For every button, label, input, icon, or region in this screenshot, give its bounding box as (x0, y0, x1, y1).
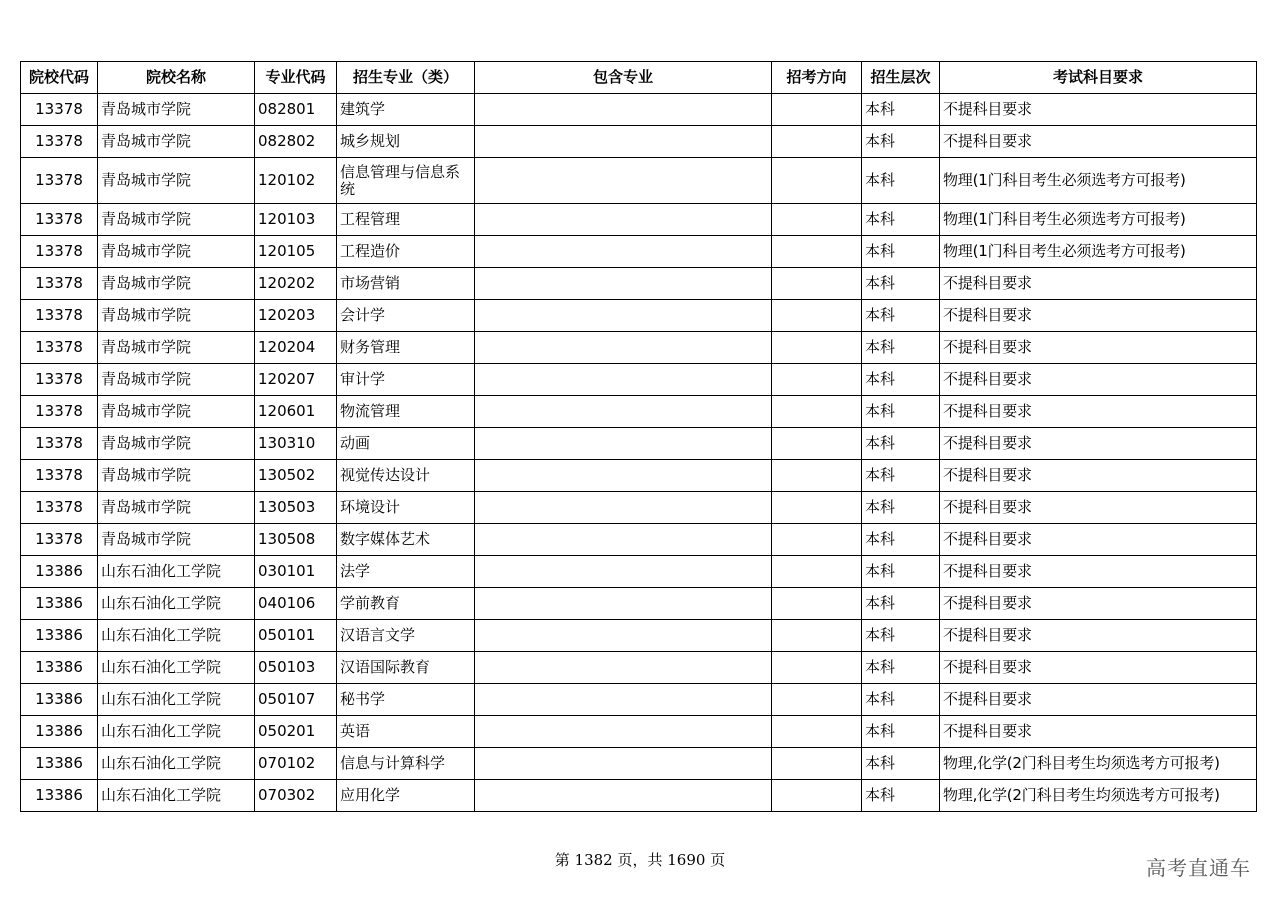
cell-school-code: 13378 (21, 460, 98, 492)
cell-direction (772, 204, 862, 236)
cell-level: 本科 (862, 236, 940, 268)
table-row (21, 126, 1257, 158)
cell-level: 本科 (862, 428, 940, 460)
cell-school-name: 青岛城市学院 (98, 268, 255, 300)
cell-school-code: 13378 (21, 396, 98, 428)
cell-included-majors (475, 524, 772, 556)
cell-subject-requirement: 不提科目要求 (940, 652, 1257, 684)
cell-school-name: 青岛城市学院 (98, 428, 255, 460)
cell-level: 本科 (862, 396, 940, 428)
cell-school-name: 青岛城市学院 (98, 126, 255, 158)
table-row (21, 300, 1257, 332)
cell-subject-requirement: 物理(1门科目考生必须选考方可报考) (940, 158, 1257, 204)
cell-direction (772, 588, 862, 620)
cell-direction (772, 428, 862, 460)
table-row (21, 364, 1257, 396)
cell-major-code: 050103 (255, 652, 337, 684)
cell-subject-requirement: 不提科目要求 (940, 300, 1257, 332)
cell-school-code: 13386 (21, 652, 98, 684)
cell-direction (772, 620, 862, 652)
cell-subject-requirement: 不提科目要求 (940, 684, 1257, 716)
cell-major: 财务管理 (337, 332, 475, 364)
enrollment-table (20, 61, 1257, 812)
cell-subject-requirement: 不提科目要求 (940, 126, 1257, 158)
cell-included-majors (475, 332, 772, 364)
cell-subject-requirement: 物理(1门科目考生必须选考方可报考) (940, 204, 1257, 236)
cell-school-code: 13378 (21, 204, 98, 236)
cell-major: 应用化学 (337, 780, 475, 812)
cell-major-code: 082801 (255, 94, 337, 126)
cell-direction (772, 126, 862, 158)
cell-major-code: 030101 (255, 556, 337, 588)
cell-direction (772, 652, 862, 684)
cell-direction (772, 396, 862, 428)
cell-direction (772, 492, 862, 524)
cell-included-majors (475, 428, 772, 460)
cell-major: 环境设计 (337, 492, 475, 524)
cell-level: 本科 (862, 588, 940, 620)
cell-included-majors (475, 748, 772, 780)
cell-included-majors (475, 556, 772, 588)
cell-major-code: 082802 (255, 126, 337, 158)
cell-included-majors (475, 94, 772, 126)
cell-level: 本科 (862, 716, 940, 748)
cell-included-majors (475, 126, 772, 158)
cell-direction (772, 268, 862, 300)
cell-subject-requirement: 不提科目要求 (940, 94, 1257, 126)
cell-direction (772, 556, 862, 588)
cell-school-name: 山东石油化工学院 (98, 716, 255, 748)
cell-direction (772, 364, 862, 396)
table-row (21, 652, 1257, 684)
cell-level: 本科 (862, 268, 940, 300)
cell-major-code: 070102 (255, 748, 337, 780)
cell-included-majors (475, 684, 772, 716)
cell-included-majors (475, 460, 772, 492)
cell-direction (772, 748, 862, 780)
cell-subject-requirement: 不提科目要求 (940, 428, 1257, 460)
header-school-name: 院校名称 (98, 62, 255, 94)
cell-major: 英语 (337, 716, 475, 748)
cell-direction (772, 460, 862, 492)
cell-major-code: 120105 (255, 236, 337, 268)
header-major-code: 专业代码 (255, 62, 337, 94)
cell-subject-requirement: 不提科目要求 (940, 396, 1257, 428)
cell-school-code: 13378 (21, 94, 98, 126)
cell-school-code: 13386 (21, 716, 98, 748)
cell-level: 本科 (862, 158, 940, 204)
cell-major: 数字媒体艺术 (337, 524, 475, 556)
cell-subject-requirement: 不提科目要求 (940, 588, 1257, 620)
header-included-majors: 包含专业 (475, 62, 772, 94)
cell-included-majors (475, 780, 772, 812)
table-row (21, 236, 1257, 268)
cell-major-code: 120102 (255, 158, 337, 204)
cell-level: 本科 (862, 748, 940, 780)
cell-school-code: 13378 (21, 126, 98, 158)
cell-school-code: 13378 (21, 158, 98, 204)
cell-major: 工程管理 (337, 204, 475, 236)
cell-major-code: 120103 (255, 204, 337, 236)
cell-school-name: 山东石油化工学院 (98, 620, 255, 652)
cell-major: 汉语国际教育 (337, 652, 475, 684)
cell-major: 审计学 (337, 364, 475, 396)
table-row (21, 94, 1257, 126)
cell-major: 信息管理与信息系统 (337, 158, 475, 204)
cell-direction (772, 716, 862, 748)
cell-major-code: 120203 (255, 300, 337, 332)
cell-school-name: 青岛城市学院 (98, 204, 255, 236)
table-row (21, 620, 1257, 652)
table-row (21, 460, 1257, 492)
cell-subject-requirement: 物理,化学(2门科目考生均须选考方可报考) (940, 780, 1257, 812)
table-row (21, 524, 1257, 556)
cell-included-majors (475, 396, 772, 428)
cell-subject-requirement: 不提科目要求 (940, 268, 1257, 300)
cell-included-majors (475, 620, 772, 652)
cell-school-name: 青岛城市学院 (98, 158, 255, 204)
cell-school-code: 13378 (21, 364, 98, 396)
cell-level: 本科 (862, 620, 940, 652)
cell-major: 法学 (337, 556, 475, 588)
cell-subject-requirement: 不提科目要求 (940, 524, 1257, 556)
cell-included-majors (475, 492, 772, 524)
table-row (21, 428, 1257, 460)
table-row (21, 588, 1257, 620)
cell-level: 本科 (862, 556, 940, 588)
watermark-logo-text: 高考直通车 (1146, 856, 1251, 880)
cell-level: 本科 (862, 684, 940, 716)
cell-major-code: 130502 (255, 460, 337, 492)
cell-school-code: 13378 (21, 524, 98, 556)
cell-school-name: 青岛城市学院 (98, 300, 255, 332)
cell-included-majors (475, 268, 772, 300)
cell-subject-requirement: 物理,化学(2门科目考生均须选考方可报考) (940, 748, 1257, 780)
cell-school-name: 青岛城市学院 (98, 396, 255, 428)
cell-level: 本科 (862, 332, 940, 364)
table-row (21, 268, 1257, 300)
header-school-code: 院校代码 (21, 62, 98, 94)
cell-major-code: 070302 (255, 780, 337, 812)
table-row (21, 492, 1257, 524)
cell-major-code: 120202 (255, 268, 337, 300)
table-row (21, 158, 1257, 204)
cell-subject-requirement: 不提科目要求 (940, 332, 1257, 364)
cell-major: 信息与计算科学 (337, 748, 475, 780)
cell-subject-requirement: 不提科目要求 (940, 620, 1257, 652)
cell-major: 会计学 (337, 300, 475, 332)
cell-subject-requirement: 不提科目要求 (940, 556, 1257, 588)
cell-school-code: 13386 (21, 748, 98, 780)
cell-school-code: 13378 (21, 428, 98, 460)
cell-included-majors (475, 588, 772, 620)
cell-school-name: 青岛城市学院 (98, 236, 255, 268)
cell-direction (772, 684, 862, 716)
cell-included-majors (475, 716, 772, 748)
cell-direction (772, 780, 862, 812)
cell-school-code: 13386 (21, 780, 98, 812)
cell-school-name: 青岛城市学院 (98, 460, 255, 492)
header-direction: 招考方向 (772, 62, 862, 94)
cell-school-name: 山东石油化工学院 (98, 556, 255, 588)
table-row (21, 684, 1257, 716)
cell-major: 市场营销 (337, 268, 475, 300)
cell-level: 本科 (862, 94, 940, 126)
cell-included-majors (475, 236, 772, 268)
cell-subject-requirement: 不提科目要求 (940, 492, 1257, 524)
cell-school-code: 13378 (21, 492, 98, 524)
cell-subject-requirement: 不提科目要求 (940, 364, 1257, 396)
cell-major: 视觉传达设计 (337, 460, 475, 492)
table-row (21, 396, 1257, 428)
cell-school-code: 13386 (21, 556, 98, 588)
cell-level: 本科 (862, 204, 940, 236)
cell-level: 本科 (862, 460, 940, 492)
cell-school-name: 青岛城市学院 (98, 524, 255, 556)
cell-school-code: 13386 (21, 684, 98, 716)
cell-major: 秘书学 (337, 684, 475, 716)
cell-major: 动画 (337, 428, 475, 460)
cell-included-majors (475, 204, 772, 236)
cell-school-code: 13378 (21, 236, 98, 268)
table-header-row (21, 62, 1257, 94)
cell-major: 物流管理 (337, 396, 475, 428)
cell-level: 本科 (862, 364, 940, 396)
cell-major-code: 130310 (255, 428, 337, 460)
cell-school-name: 山东石油化工学院 (98, 588, 255, 620)
header-major: 招生专业（类） (337, 62, 475, 94)
cell-school-name: 青岛城市学院 (98, 364, 255, 396)
cell-school-name: 山东石油化工学院 (98, 684, 255, 716)
cell-major-code: 050201 (255, 716, 337, 748)
cell-included-majors (475, 158, 772, 204)
cell-school-code: 13378 (21, 332, 98, 364)
cell-major-code: 120601 (255, 396, 337, 428)
cell-included-majors (475, 652, 772, 684)
cell-level: 本科 (862, 492, 940, 524)
cell-direction (772, 158, 862, 204)
cell-subject-requirement: 不提科目要求 (940, 716, 1257, 748)
cell-major-code: 120207 (255, 364, 337, 396)
header-level: 招生层次 (862, 62, 940, 94)
cell-direction (772, 524, 862, 556)
cell-level: 本科 (862, 780, 940, 812)
cell-included-majors (475, 364, 772, 396)
header-subject-requirement: 考试科目要求 (940, 62, 1257, 94)
cell-level: 本科 (862, 126, 940, 158)
cell-major-code: 050101 (255, 620, 337, 652)
cell-major: 建筑学 (337, 94, 475, 126)
cell-subject-requirement: 不提科目要求 (940, 460, 1257, 492)
cell-direction (772, 300, 862, 332)
cell-level: 本科 (862, 300, 940, 332)
cell-major: 学前教育 (337, 588, 475, 620)
cell-major: 工程造价 (337, 236, 475, 268)
cell-major-code: 130503 (255, 492, 337, 524)
cell-school-name: 山东石油化工学院 (98, 748, 255, 780)
cell-school-code: 13386 (21, 620, 98, 652)
cell-school-code: 13386 (21, 588, 98, 620)
table-row (21, 332, 1257, 364)
table-row (21, 556, 1257, 588)
cell-major: 城乡规划 (337, 126, 475, 158)
cell-school-name: 青岛城市学院 (98, 94, 255, 126)
cell-level: 本科 (862, 524, 940, 556)
page-number: 第 1382 页，共 1690 页 (554, 851, 726, 869)
cell-included-majors (475, 300, 772, 332)
cell-direction (772, 94, 862, 126)
cell-direction (772, 332, 862, 364)
cell-school-name: 山东石油化工学院 (98, 780, 255, 812)
cell-school-name: 山东石油化工学院 (98, 652, 255, 684)
cell-major: 汉语言文学 (337, 620, 475, 652)
cell-school-code: 13378 (21, 268, 98, 300)
cell-major-code: 120204 (255, 332, 337, 364)
cell-subject-requirement: 物理(1门科目考生必须选考方可报考) (940, 236, 1257, 268)
table-row (21, 748, 1257, 780)
table-row (21, 780, 1257, 812)
cell-level: 本科 (862, 652, 940, 684)
table-row (21, 204, 1257, 236)
cell-school-code: 13378 (21, 300, 98, 332)
cell-school-name: 青岛城市学院 (98, 492, 255, 524)
cell-major-code: 050107 (255, 684, 337, 716)
cell-major-code: 130508 (255, 524, 337, 556)
table-row (21, 716, 1257, 748)
cell-school-name: 青岛城市学院 (98, 332, 255, 364)
cell-major-code: 040106 (255, 588, 337, 620)
cell-direction (772, 236, 862, 268)
